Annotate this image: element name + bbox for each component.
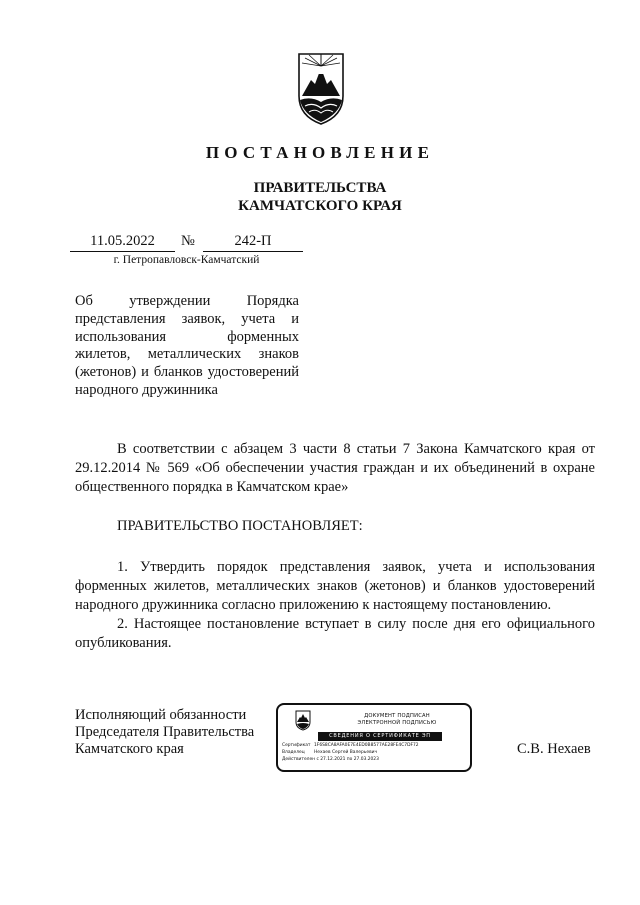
stamp-cert-value: 1F6S8CA8AFA0E7E4ED0B8577AE28FE4C7DF72 (314, 743, 419, 748)
stamp-line-1: ДОКУМЕНТ ПОДПИСАН (364, 713, 430, 719)
position-line-2: Председателя Правительства (75, 724, 255, 740)
signatory-position (75, 707, 254, 758)
position-line-1: Исполняющий обязанности (75, 707, 247, 723)
issuer-line-2: КАМЧАТСКОГО КРАЯ (238, 198, 402, 214)
stamp-valid-row (282, 757, 379, 763)
stamp-header (322, 713, 472, 727)
stamp-line-2: ЭЛЕКТРОННОЙ ПОДПИСЬЮ (357, 720, 437, 726)
stamp-cert-label: Сертификат (282, 743, 311, 748)
stamp-band: СВЕДЕНИЯ О СЕРТИФИКАТЕ ЭП (318, 732, 442, 741)
stamp-valid-label: Действителен (282, 757, 316, 762)
document-date: 11.05.2022 (70, 232, 175, 252)
stamp-owner-value: Нехаев Сергей Валерьевич (314, 750, 378, 755)
stamp-valid-value: с 27.12.2021 по 27.03.2023 (316, 757, 379, 762)
stamp-owner-label: Владелец (282, 750, 305, 755)
stamp-owner-row (282, 750, 377, 756)
stamp-cert-row (282, 743, 419, 749)
document-type-title: ПОСТАНОВЛЕНИЕ (205, 143, 435, 162)
number-sign: № (181, 233, 195, 249)
document-number: 242-П (203, 232, 303, 252)
kamchatka-coat-of-arms-icon (291, 50, 351, 126)
issuer-heading (0, 179, 640, 215)
preamble-paragraph: В соответствии с абзацем 3 части 8 статьи 7 Закона Камчатского края от 29.12.2014 № 569 «Об обеспечении участия граждан и их объединений в охране общественного порядка в Камчатском крае» (75, 441, 595, 495)
resolves-paragraph: ПРАВИТЕЛЬСТВО ПОСТАНОВЛЯЕТ: (117, 518, 363, 534)
stamp-emblem-icon (294, 709, 312, 731)
document-city: г. Петропавловск-Камчатский (113, 254, 260, 266)
issuer-line-1: ПРАВИТЕЛЬСТВА (253, 180, 387, 196)
signatory-name: С.В. Нехаев (517, 741, 591, 757)
clause-1-paragraph: 1. Утвердить порядок представления заявок, учета и использования форменных жилетов, металлических знаков (жетонов) и бланков удостоверений народного дружинника согласно приложению к настоящему постановлению. (75, 559, 595, 613)
clause-2-paragraph: 2. Настоящее постановление вступает в силу после дня его официального опубликования. (75, 616, 595, 651)
document-subject: Об утверждении Порядка представления заявок, учета и использования форменных жилетов, металлических знаков (жетонов) и бланков удостоверений народного дружинника (75, 293, 299, 398)
electronic-signature-stamp (276, 703, 472, 772)
position-line-3: Камчатского края (75, 741, 184, 757)
